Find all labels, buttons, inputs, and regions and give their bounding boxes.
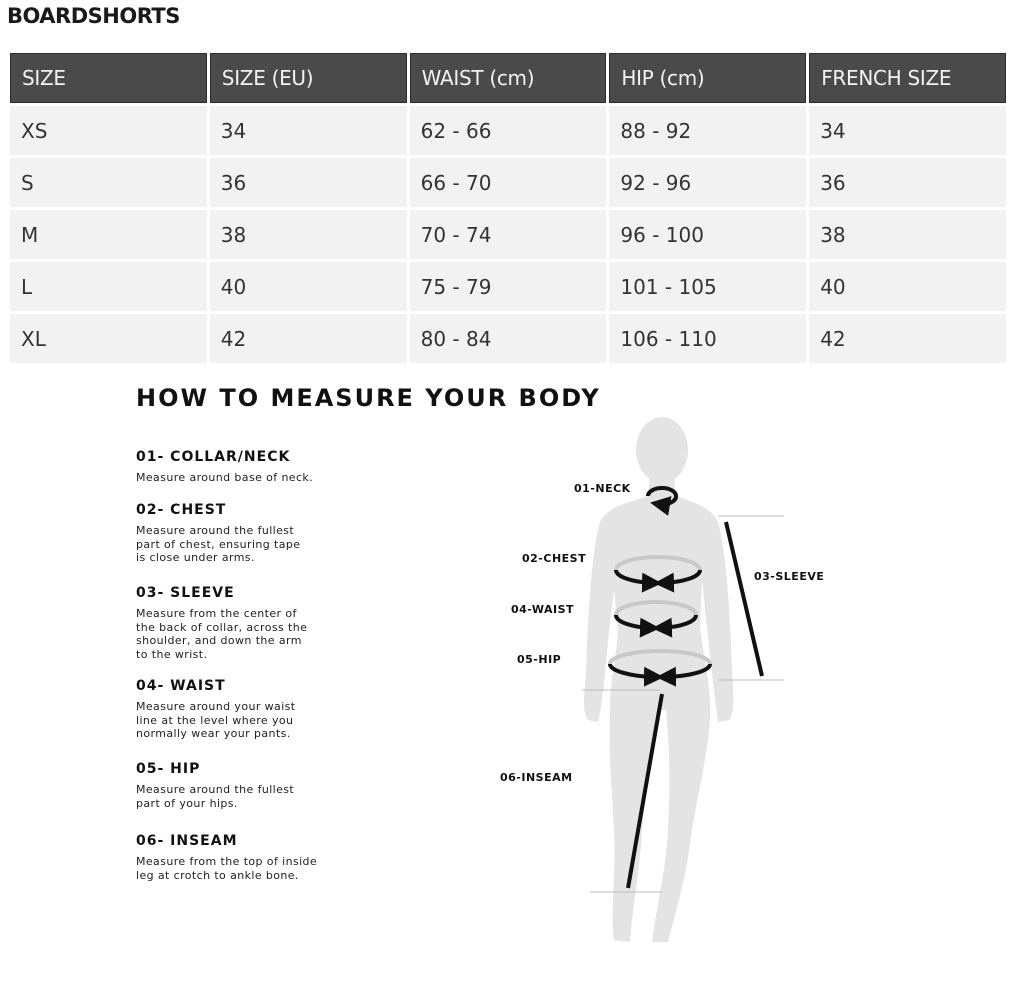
table-cell: 66 - 70 [410, 158, 607, 207]
step-sleeve [136, 585, 356, 661]
table-cell: 36 [809, 158, 1006, 207]
table-cell: 80 - 84 [410, 314, 607, 363]
table-header-row [10, 53, 1006, 103]
step-collar-neck [136, 449, 356, 485]
table-row [10, 314, 1006, 363]
step-hip [136, 761, 356, 810]
table-cell: S [10, 158, 207, 207]
table-cell: 92 - 96 [609, 158, 806, 207]
table-row [10, 106, 1006, 155]
step-description: Measure around the fullest part of your hips. [136, 783, 295, 810]
step-heading: 01- COLLAR/NECK [136, 449, 291, 465]
table-cell: 38 [210, 210, 407, 259]
table-row [10, 158, 1006, 207]
table-cell: 42 [809, 314, 1006, 363]
header-waist: WAIST (cm) [410, 53, 607, 103]
page-title: BOARDSHORTS [7, 4, 180, 28]
step-heading: 02- CHEST [136, 502, 227, 518]
step-description: Measure around the fullest part of chest, ensuring tape is close under arms. [136, 524, 301, 564]
table-cell: 88 - 92 [609, 106, 806, 155]
table-cell: 34 [809, 106, 1006, 155]
step-chest [136, 502, 356, 565]
table-cell: 40 [210, 262, 407, 311]
table-cell: 40 [809, 262, 1006, 311]
table-cell: XL [10, 314, 207, 363]
table-cell: 106 - 110 [609, 314, 806, 363]
size-chart-table [7, 50, 1009, 366]
table-cell: 34 [210, 106, 407, 155]
sleeve-measure-line [726, 522, 762, 676]
step-inseam [136, 833, 356, 882]
header-size: SIZE [10, 53, 207, 103]
label-hip: 05-HIP [517, 653, 562, 666]
step-heading: 04- WAIST [136, 678, 226, 694]
table-cell: 62 - 66 [410, 106, 607, 155]
label-neck: 01-NECK [574, 482, 631, 495]
step-waist [136, 678, 356, 741]
table-cell: 96 - 100 [609, 210, 806, 259]
step-heading: 06- INSEAM [136, 833, 238, 849]
step-heading: 03- SLEEVE [136, 585, 235, 601]
step-description: Measure around base of neck. [136, 471, 314, 484]
table-row [10, 262, 1006, 311]
table-cell: 36 [210, 158, 407, 207]
label-waist: 04-WAIST [511, 603, 575, 616]
label-sleeve: 03-SLEEVE [754, 570, 825, 583]
label-inseam: 06-INSEAM [500, 771, 573, 784]
header-french-size: FRENCH SIZE [809, 53, 1006, 103]
body-silhouette [584, 417, 733, 942]
header-hip: HIP (cm) [609, 53, 806, 103]
table-cell: L [10, 262, 207, 311]
measure-guide-title: HOW TO MEASURE YOUR BODY [136, 384, 601, 412]
table-cell: 70 - 74 [410, 210, 607, 259]
body-measurement-figure [480, 410, 840, 955]
table-cell: M [10, 210, 207, 259]
table-cell: XS [10, 106, 207, 155]
step-description: Measure around your waist line at the level where you normally wear your pants. [136, 700, 296, 740]
table-cell: 38 [809, 210, 1006, 259]
step-description: Measure from the top of inside leg at crotch to ankle bone. [136, 855, 318, 882]
label-chest: 02-CHEST [522, 552, 587, 565]
step-heading: 05- HIP [136, 761, 201, 777]
table-cell: 42 [210, 314, 407, 363]
table-cell: 101 - 105 [609, 262, 806, 311]
step-description: Measure from the center of the back of collar, across the shoulder, and down the arm to the wrist. [136, 607, 308, 661]
table-row [10, 210, 1006, 259]
header-size-eu: SIZE (EU) [210, 53, 407, 103]
table-cell: 75 - 79 [410, 262, 607, 311]
